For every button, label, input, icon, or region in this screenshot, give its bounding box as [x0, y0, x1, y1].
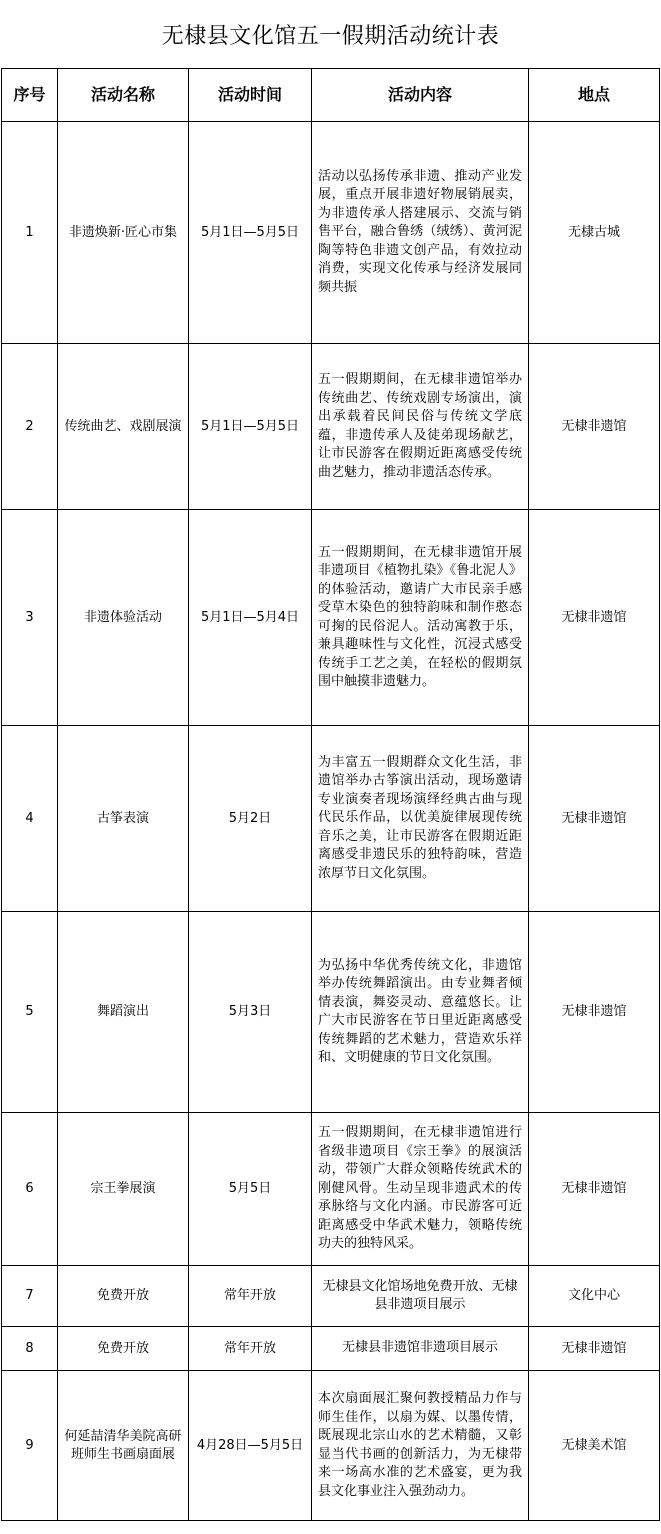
- cell-content: 五一假期期间，在无棣非遗馆开展非遗项目《植物扎染》《鲁北泥人》的体验活动，邀请广大市民亲手感受草木染色的独特韵味和制作憨态可掬的民俗泥人。活动寓教于乐，兼具趣味性与文化性，沉浸式感受传统手工艺之美，在轻松的假期氛围中触摸非遗魅力。: [312, 510, 529, 726]
- cell-content: 无棣县文化馆场地免费开放、无棣县非遗项目展示: [312, 1266, 529, 1327]
- cell-time: 5月1日—5月5日: [189, 344, 312, 510]
- cell-place: 无棣非遗馆: [529, 344, 660, 510]
- cell-place: 无棣非遗馆: [529, 1113, 660, 1266]
- header-row: [2, 69, 660, 122]
- cell-no: 4: [2, 726, 58, 912]
- table-row: [2, 510, 660, 726]
- header-place: 地点: [529, 69, 660, 122]
- cell-no: 1: [2, 122, 58, 344]
- cell-time: 常年开放: [189, 1327, 312, 1371]
- cell-name: 何延喆清华美院高研班师生书画扇面展: [58, 1371, 189, 1521]
- table-row: [2, 1327, 660, 1371]
- cell-name: 舞蹈演出: [58, 912, 189, 1113]
- cell-content: 五一假期期间，在无棣非遗馆举办传统曲艺、传统戏剧专场演出，演出承载着民间民俗与传统文学底蕴，非遗传承人及徒弟现场献艺，让市民游客在假期近距离感受传统曲艺魅力，推动非遗活态传承。: [312, 344, 529, 510]
- cell-name: 免费开放: [58, 1327, 189, 1371]
- cell-no: 3: [2, 510, 58, 726]
- cell-content: 活动以弘扬传承非遗、推动产业发展，重点开展非遗好物展销展卖，为非遗传承人搭建展示、交流与销售平台，融合鲁绣（绒绣）、黄河泥陶等特色非遗文创产品，有效拉动消费，实现文化传承与经济发展同频共振: [312, 122, 529, 344]
- cell-place: 无棣非遗馆: [529, 1327, 660, 1371]
- cell-time: 5月5日: [189, 1113, 312, 1266]
- cell-name: 非遗焕新·匠心市集: [58, 122, 189, 344]
- cell-no: 9: [2, 1371, 58, 1521]
- header-content: 活动内容: [312, 69, 529, 122]
- cell-content: 为弘扬中华优秀传统文化，非遗馆举办传统舞蹈演出。由专业舞者倾情表演，舞姿灵动、意蕴悠长。让广大市民游客在节日里近距离感受传统舞蹈的艺术魅力，营造欢乐祥和、文明健康的节日文化氛围。: [312, 912, 529, 1113]
- cell-time: 5月3日: [189, 912, 312, 1113]
- cell-place: 文化中心: [529, 1266, 660, 1327]
- table-row: [2, 912, 660, 1113]
- table-row: [2, 1266, 660, 1327]
- header-time: 活动时间: [189, 69, 312, 122]
- cell-no: 5: [2, 912, 58, 1113]
- table-title: 无棣县文化馆五一假期活动统计表: [161, 23, 500, 49]
- cell-name: 非遗体验活动: [58, 510, 189, 726]
- header-no: 序号: [2, 69, 58, 122]
- cell-no: 6: [2, 1113, 58, 1266]
- activity-table: [1, 68, 660, 1521]
- table-row: [2, 1371, 660, 1521]
- cell-time: 5月1日—5月5日: [189, 122, 312, 344]
- cell-name: 免费开放: [58, 1266, 189, 1327]
- cell-place: 无棣非遗馆: [529, 510, 660, 726]
- cell-content: 为丰富五一假期群众文化生活，非遗馆举办古筝演出活动，现场邀请专业演奏者现场演绎经典古曲与现代民乐作品，以优美旋律展现传统音乐之美，让市民游客在假期近距离感受非遗民乐的独特韵味，营造浓厚节日文化氛围。: [312, 726, 529, 912]
- table-row: [2, 1113, 660, 1266]
- cell-content: 无棣县非遗馆非遗项目展示: [312, 1327, 529, 1371]
- cell-no: 7: [2, 1266, 58, 1327]
- cell-content: 五一假期期间，在无棣非遗馆进行省级非遗项目《宗王拳》的展演活动，带领广大群众领略传统武术的刚健风骨。生动呈现非遗武术的传承脉络与文化内涵。市民游客可近距离感受中华武术魅力，领略传统功夫的独特风采。: [312, 1113, 529, 1266]
- cell-place: 无棣非遗馆: [529, 726, 660, 912]
- header-name: 活动名称: [58, 69, 189, 122]
- table-row: [2, 726, 660, 912]
- cell-time: 常年开放: [189, 1266, 312, 1327]
- cell-place: 无棣美术馆: [529, 1371, 660, 1521]
- cell-place: 无棣非遗馆: [529, 912, 660, 1113]
- table-row: [2, 122, 660, 344]
- cell-name: 宗王拳展演: [58, 1113, 189, 1266]
- cell-no: 2: [2, 344, 58, 510]
- cell-content: 本次扇面展汇聚何教授精品力作与师生佳作，以扇为媒、以墨传情，既展现北宗山水的艺术精髓，又彰显当代书画的创新活力，为无棣带来一场高水准的艺术盛宴，更为我县文化事业注入强劲动力。: [312, 1371, 529, 1521]
- table-row: [2, 344, 660, 510]
- cell-place: 无棣古城: [529, 122, 660, 344]
- cell-name: 传统曲艺、戏剧展演: [58, 344, 189, 510]
- cell-time: 4月28日—5月5日: [189, 1371, 312, 1521]
- cell-no: 8: [2, 1327, 58, 1371]
- cell-time: 5月2日: [189, 726, 312, 912]
- cell-time: 5月1日—5月4日: [189, 510, 312, 726]
- cell-name: 古筝表演: [58, 726, 189, 912]
